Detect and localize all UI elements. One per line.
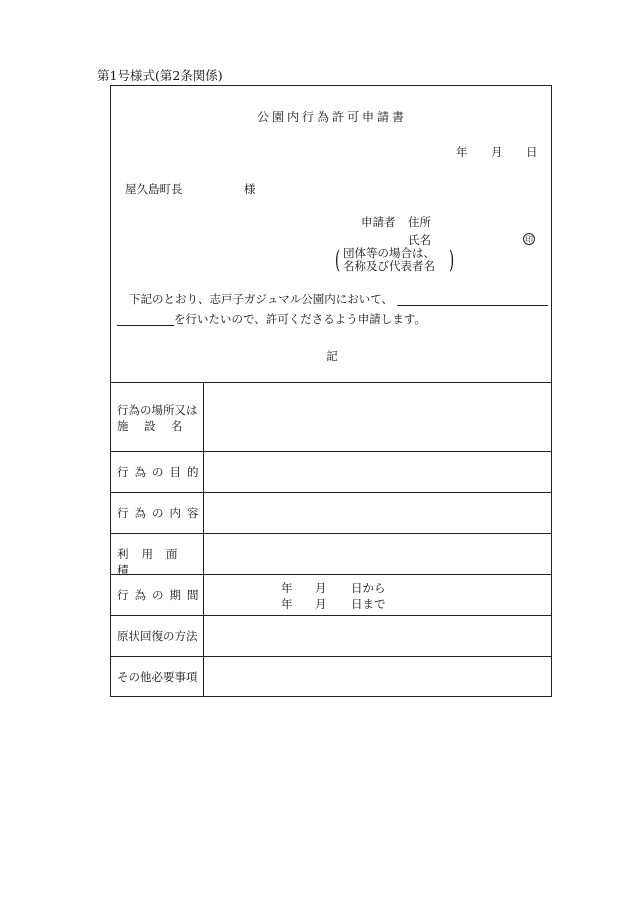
row-label-other: その他必要事項 [117, 670, 198, 684]
row-label-area: 利用面積 [117, 547, 191, 577]
row-border [111, 574, 551, 575]
applicant-label: 申請者 [361, 215, 396, 229]
period-to-year: 年 [281, 597, 293, 611]
blank-line-activity-cont[interactable] [117, 325, 174, 326]
address-label: 住所 [408, 215, 431, 229]
body-line-1: 下記のとおり、志戸子ガジュマル公園内において、 [129, 292, 394, 306]
name-label: 氏名 [408, 233, 431, 247]
row-border [111, 451, 551, 452]
period-from-year: 年 [281, 581, 293, 595]
blank-line-activity[interactable] [397, 305, 548, 306]
recipient: 屋久島町長 [125, 182, 183, 196]
body-line-2: を行いたいので、許可くださるよう申請します。 [174, 312, 426, 326]
organization-note-line2: 名称及び代表者名 [343, 259, 435, 273]
period-from-day: 日から [351, 581, 386, 595]
seal-mark-icon: 印 [525, 235, 533, 244]
period-to-day: 日まで [351, 597, 386, 611]
row-label-restore: 原状回復の方法 [117, 629, 198, 643]
organization-note-line1: 団体等の場合は、 [343, 246, 435, 260]
ki-label: 記 [326, 349, 338, 363]
date-day-label: 日 [526, 145, 538, 159]
row-border [111, 533, 551, 534]
date-year-label: 年 [456, 145, 468, 159]
row-border [111, 656, 551, 657]
row-label-period: 行為の期間 [117, 588, 205, 602]
row-label-content: 行為の内容 [117, 506, 205, 520]
period-to-month: 月 [315, 597, 327, 611]
table-top-border [111, 382, 551, 383]
honorific: 様 [244, 182, 256, 196]
row-border [111, 492, 551, 493]
row-label-place-line1: 行為の場所又は [117, 403, 198, 417]
organization-note: ( 団体等の場合は、 名称及び代表者名 ) [335, 246, 455, 274]
row-border [111, 615, 551, 616]
row-label-place [111, 402, 209, 434]
row-label-place-line2: 施 設 名 [117, 419, 185, 433]
form-number-label: 第1号様式(第2条関係) [97, 68, 223, 83]
date-month-label: 月 [491, 145, 503, 159]
period-from-month: 月 [315, 581, 327, 595]
row-label-purpose: 行為の目的 [117, 465, 205, 479]
application-form [110, 85, 552, 697]
form-title: 公園内行為許可申請書 [256, 110, 407, 124]
